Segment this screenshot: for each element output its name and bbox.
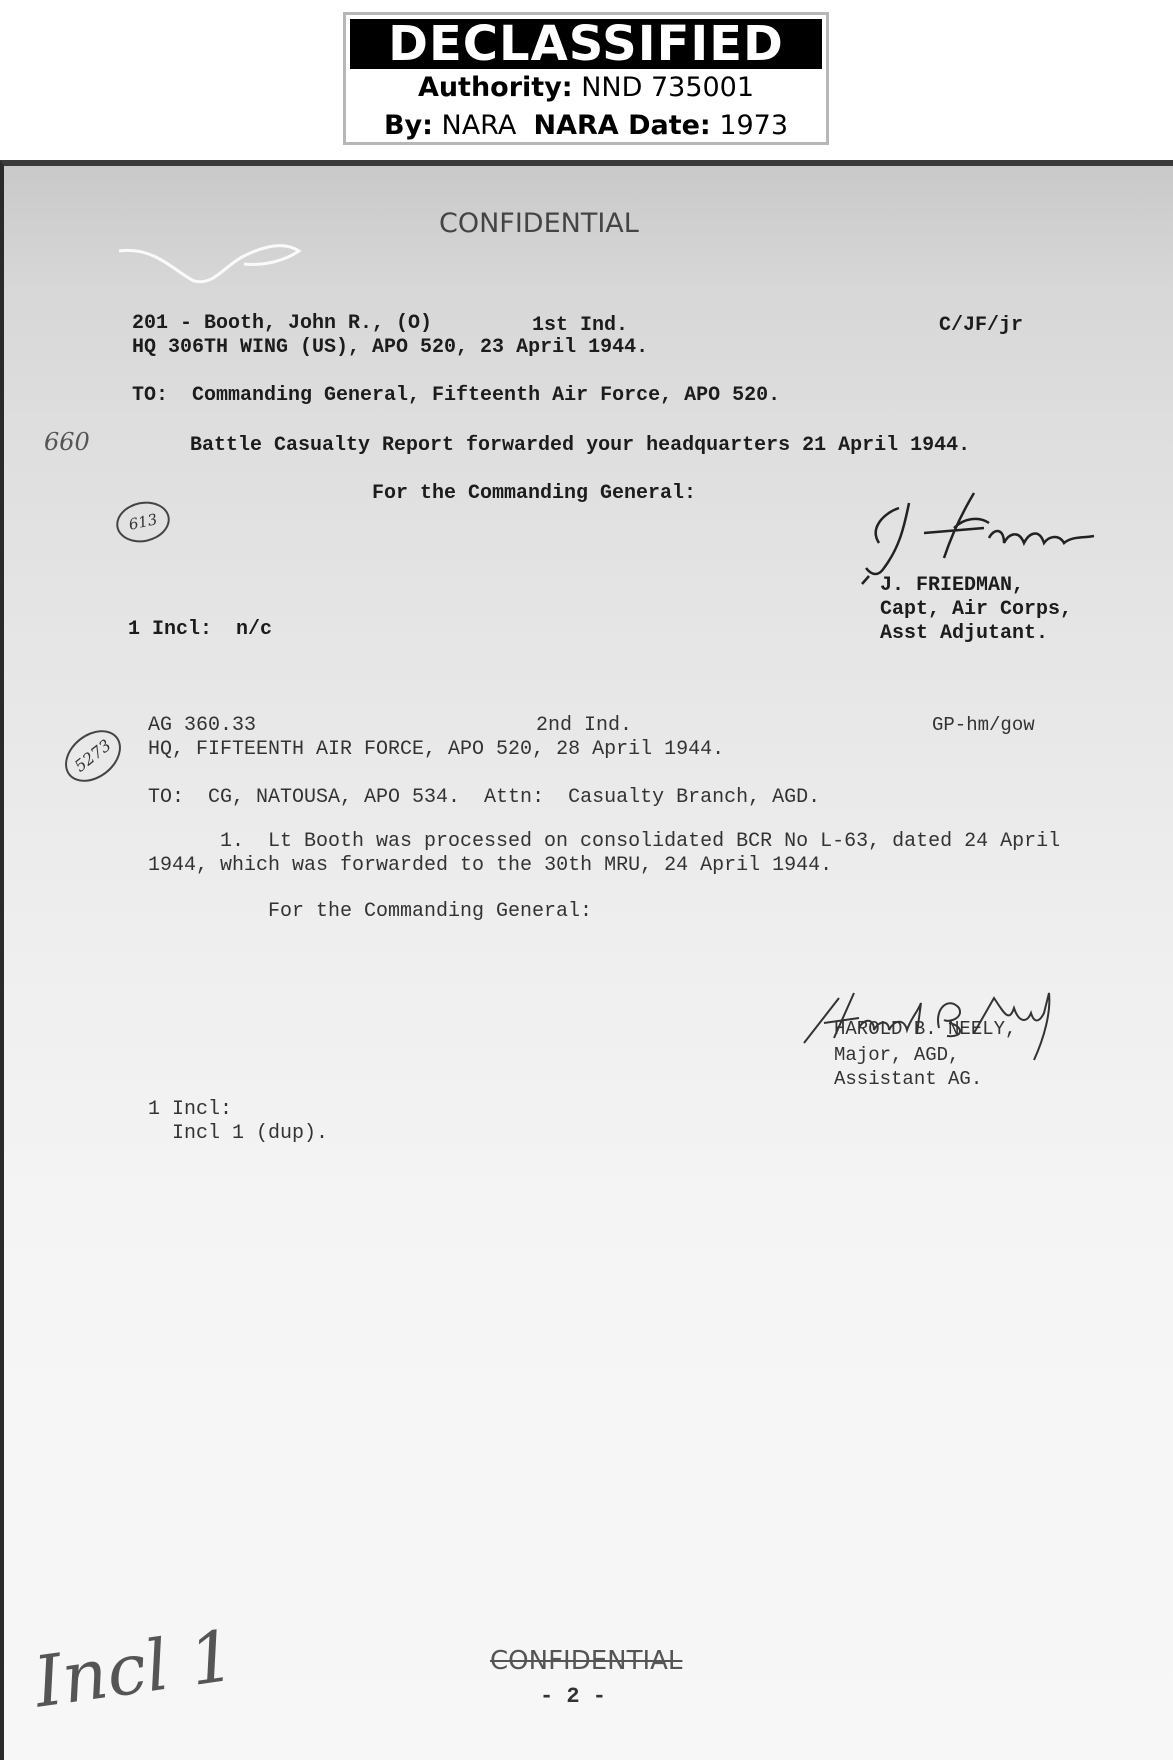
- declassified-stamp: [343, 12, 829, 145]
- first-ind-label: 1st Ind.: [532, 314, 629, 337]
- second-ind-incl-line1: 1 Incl:: [148, 1098, 233, 1121]
- first-ind-sig-rank: Capt, Air Corps,: [880, 598, 1073, 621]
- friedman-signature: [854, 488, 1114, 583]
- margin-note-660: 660: [44, 428, 90, 456]
- header-classification: CONFIDENTIAL: [439, 208, 639, 239]
- stamp-authority-value: NND 735001: [581, 72, 755, 103]
- second-ind-sig-title: Assistant AG.: [834, 1068, 983, 1090]
- stamp-authority: [346, 69, 826, 107]
- margin-note-613: 613: [112, 497, 173, 547]
- stamp-title: DECLASSIFIED: [350, 19, 822, 69]
- stamp-by: [346, 107, 826, 145]
- first-ind-sig-name: J. FRIEDMAN,: [880, 574, 1025, 597]
- stamp-date-label: NARA Date:: [533, 110, 711, 141]
- pencil-scribble-mark: [114, 226, 314, 296]
- second-ind-para-line1: 1. Lt Booth was processed on consolidated BCR No L-63, dated 24 April: [220, 830, 1061, 853]
- first-ind-initials: C/JF/jr: [939, 314, 1024, 337]
- stamp-by-label: By:: [383, 110, 433, 141]
- second-ind-para-line2: 1944, which was forwarded to the 30th MRU, 24 April 1944.: [148, 854, 833, 877]
- stamp-date-value: 1973: [719, 110, 789, 141]
- second-ind-label: 2nd Ind.: [536, 714, 633, 737]
- second-ind-file-ref: AG 360.33: [148, 714, 257, 737]
- first-ind-file-ref: 201 - Booth, John R., (O): [132, 312, 433, 335]
- footer-classification: CONFIDENTIAL: [490, 1646, 683, 1676]
- document-page: [0, 160, 1173, 1760]
- first-ind-origin: HQ 306TH WING (US), APO 520, 23 April 1944.: [132, 336, 649, 359]
- first-ind-sig-title: Asst Adjutant.: [880, 622, 1049, 645]
- second-ind-sig-name: HAROLD B. NEELY,: [834, 1018, 1017, 1040]
- first-ind-to: TO: Commanding General, Fifteenth Air Force, APO 520.: [132, 384, 781, 407]
- margin-note-incl: Incl 1: [29, 1614, 240, 1724]
- second-ind-initials: GP-hm/gow: [932, 714, 1035, 736]
- second-ind-sig-rank: Major, AGD,: [834, 1044, 960, 1066]
- margin-note-5273: 5273: [55, 720, 131, 793]
- second-ind-origin: HQ, FIFTEENTH AIR FORCE, APO 520, 28 April 1944.: [148, 738, 725, 761]
- first-ind-incl: 1 Incl: n/c: [128, 618, 273, 641]
- second-ind-signoff: For the Commanding General:: [268, 900, 593, 923]
- first-ind-body: Battle Casualty Report forwarded your headquarters 21 April 1944.: [190, 434, 971, 457]
- first-ind-signoff: For the Commanding General:: [372, 482, 697, 505]
- second-ind-incl-line2: Incl 1 (dup).: [148, 1122, 329, 1145]
- stamp-authority-label: Authority:: [417, 72, 573, 103]
- stamp-by-value: NARA: [441, 110, 517, 141]
- page-number: - 2 -: [540, 1684, 607, 1709]
- second-ind-to: TO: CG, NATOUSA, APO 534. Attn: Casualty Branch, AGD.: [148, 786, 821, 809]
